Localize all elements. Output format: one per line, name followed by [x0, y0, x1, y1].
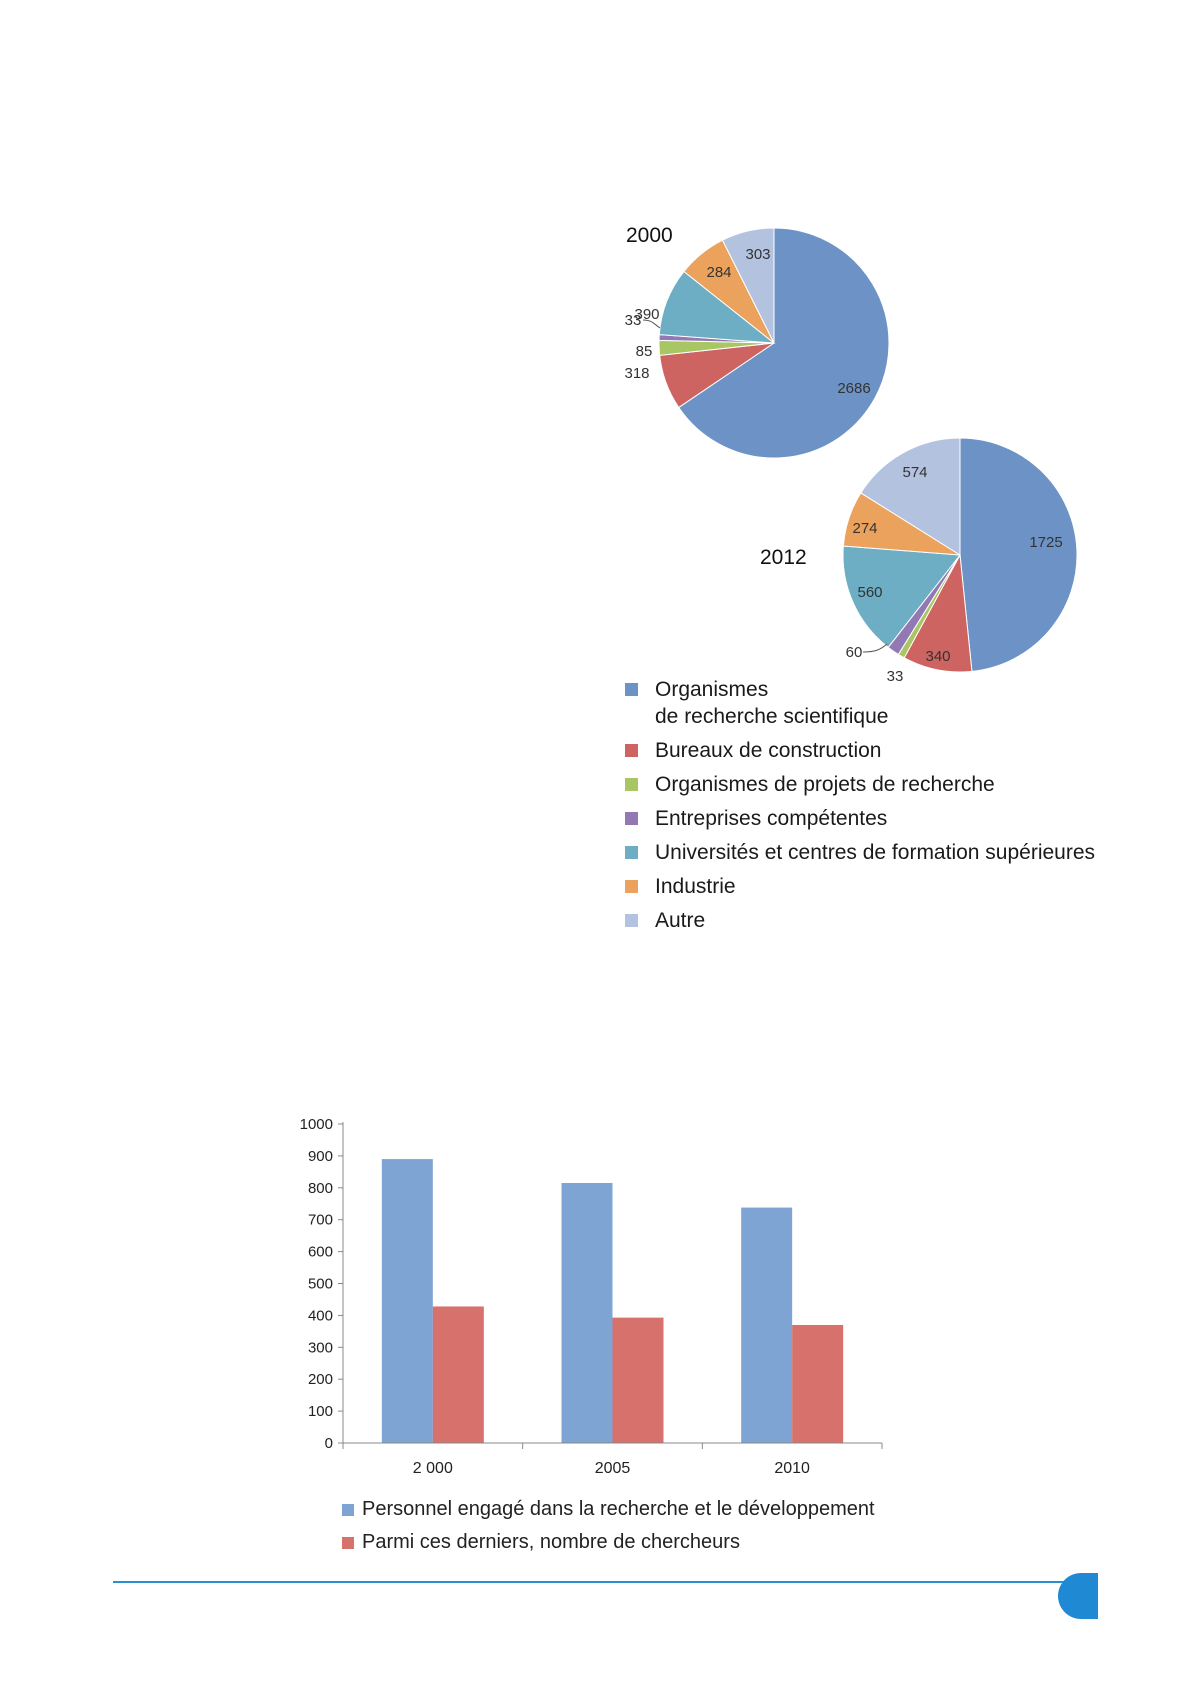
legend-item-universites [625, 839, 1145, 866]
pie-slice [960, 438, 1077, 671]
pie-value-label: 303 [745, 246, 771, 263]
legend-label: Industrie [655, 875, 736, 898]
bar [792, 1325, 843, 1443]
legend-swatch [625, 846, 638, 859]
y-tick-label: 0 [324, 1435, 333, 1452]
pie-value-label: 60 [845, 644, 863, 661]
y-tick-label: 1000 [299, 1116, 333, 1133]
legend-item-organismes [625, 676, 1145, 730]
legend-swatch [625, 744, 638, 757]
pie-value-label: 2686 [837, 380, 871, 397]
pie-value-label: 318 [624, 365, 650, 382]
pie-value-label: 1725 [1029, 534, 1063, 551]
bar-legend [342, 1496, 962, 1562]
legend-swatch [625, 812, 638, 825]
legend-item-bureaux [625, 737, 1145, 764]
bar [433, 1306, 484, 1443]
y-tick-label: 500 [307, 1275, 333, 1293]
x-tick-label: 2010 [774, 1460, 810, 1477]
y-tick-label: 900 [307, 1147, 333, 1165]
legend-label: Organismes [655, 678, 769, 701]
y-tick-label: 300 [307, 1339, 333, 1357]
pie-value-label: 284 [706, 264, 732, 281]
legend-label: Autre [655, 909, 706, 932]
pie-value-label: 85 [635, 343, 653, 360]
legend-item-projets [625, 771, 1145, 798]
pie-title: 2000 [626, 224, 673, 247]
legend-label: Parmi ces derniers, nombre de chercheurs [362, 1531, 740, 1553]
pie-title: 2012 [760, 546, 807, 569]
legend-item-entreprises [625, 805, 1145, 832]
bar [613, 1318, 664, 1443]
bar-legend-item-personnel [342, 1496, 962, 1522]
legend-swatch [625, 914, 638, 927]
y-tick-label: 400 [307, 1307, 333, 1325]
legend-label-line2: de recherche scientifique [655, 705, 889, 728]
bar [741, 1208, 792, 1443]
y-tick-label: 100 [307, 1403, 333, 1421]
pie-value-label: 274 [852, 520, 878, 537]
legend-label: Entreprises compétentes [655, 807, 888, 830]
legend-swatch [625, 778, 638, 791]
legend-swatch [625, 683, 638, 696]
x-tick-label: 2005 [594, 1460, 631, 1477]
pie-legend [625, 676, 1145, 941]
legend-swatch [625, 880, 638, 893]
pie-value-label: 33 [886, 668, 904, 685]
pie-charts [600, 210, 1120, 690]
legend-swatch [342, 1537, 354, 1549]
bar-chart [270, 1110, 910, 1480]
y-tick-label: 600 [307, 1243, 333, 1261]
pie-value-label: 33 [624, 312, 642, 329]
legend-label: Organismes de projets de recherche [655, 773, 995, 796]
pie-value-label: 574 [902, 464, 928, 481]
y-tick-label: 700 [307, 1211, 333, 1229]
pie-value-label: 390 [634, 306, 660, 323]
footer-divider [113, 1581, 1083, 1583]
pie-leader-line [863, 644, 887, 652]
pie-value-label: 340 [925, 648, 951, 665]
y-tick-label: 200 [307, 1371, 333, 1389]
bar [562, 1183, 613, 1443]
y-tick-label: 800 [307, 1179, 333, 1197]
legend-swatch [342, 1504, 354, 1516]
legend-label: Bureaux de construction [655, 739, 882, 762]
x-tick-label: 2 000 [412, 1460, 453, 1477]
legend-label: Universités et centres de formation supérieures [655, 841, 1096, 864]
legend-item-industrie [625, 873, 1145, 900]
bar [382, 1159, 433, 1443]
legend-item-autre [625, 907, 1145, 934]
pie-value-label: 560 [857, 584, 883, 601]
legend-label: Personnel engagé dans la recherche et le développement [362, 1498, 875, 1520]
page-tab-marker [1058, 1573, 1098, 1619]
bar-legend-item-chercheurs [342, 1529, 962, 1555]
